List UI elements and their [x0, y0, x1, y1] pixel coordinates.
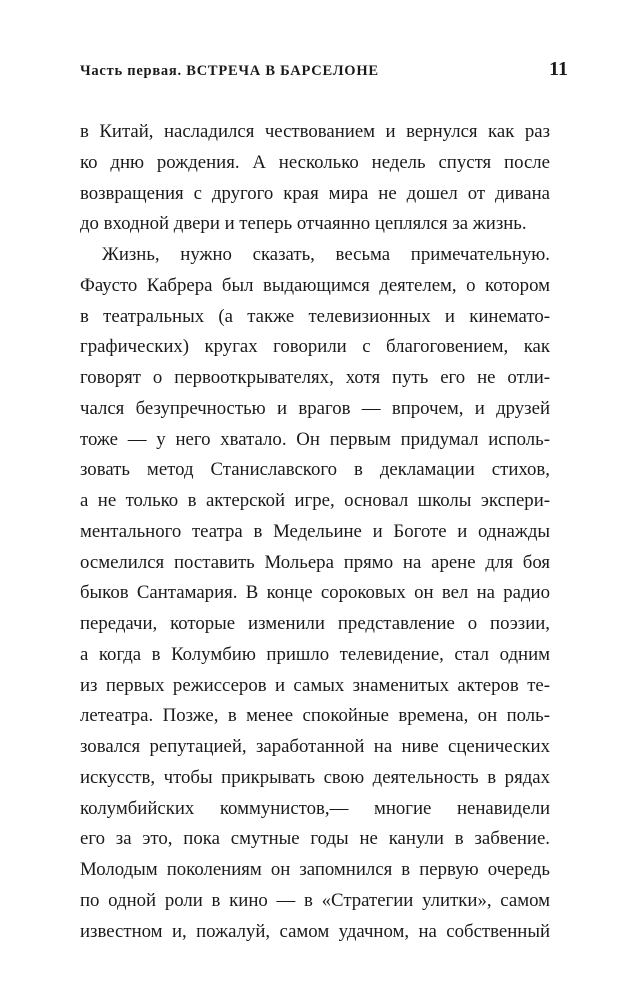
text-line: осмелился поставить Мольера прямо на арене для боя [80, 551, 550, 573]
text-line: быков Сантамария. В конце сороковых он вел на радио [80, 582, 550, 604]
text-line: а когда в Колумбию пришло телевидение, стал одним [80, 643, 550, 665]
text-line: зовался репутацией, заработанной на ниве сценических [80, 736, 550, 757]
text-line: в театральных (а также телевизионных и кинемато- [80, 305, 550, 327]
text-line: ментального театра в Медельине и Боготе и однажды [80, 520, 550, 542]
text-line: а не только в актерской игре, основал школы экспери- [80, 490, 550, 511]
text-line: ко дню рождения. А несколько недель спустя после [80, 151, 550, 173]
text-line: до входной двери и теперь отчаянно цеплялся за жизнь. [80, 213, 527, 235]
text-line: возвращения с другого края мира не дошел от дивана [80, 182, 550, 204]
text-line: графических) кругах говорили с благоговением, как [80, 336, 550, 358]
text-line: Молодым поколениям он запомнился в первую очередь [80, 859, 550, 880]
text-line: тоже — у него хватало. Он первым придумал исполь- [80, 428, 550, 450]
text-line: из первых режиссеров и самых знаменитых актеров те- [80, 674, 550, 696]
text-line: искусств, чтобы прикрывать свою деятельность в рядах [80, 766, 550, 788]
running-head-title: Часть первая. ВСТРЕЧА В БАРСЕЛОНЕ [80, 63, 379, 79]
text-line: в Китай, насладился чествованием и вернулся как раз [80, 121, 550, 142]
text-line: чался безупречностью и врагов — впрочем, и друзей [80, 397, 550, 419]
page-number: 11 [549, 58, 568, 80]
text-line: по одной роли в кино — в «Стратегии улитки», самом [80, 889, 550, 911]
text-line: передачи, которые изменили представление о поэзии, [80, 613, 550, 634]
running-header [80, 58, 568, 88]
text-line: колумбийских коммунистов,— многие ненавидели [80, 797, 550, 819]
body-text [80, 117, 550, 947]
text-line: зовать метод Станиславского в декламации стихов, [80, 459, 550, 481]
text-line: летеатра. Позже, в менее спокойные времена, он поль- [80, 705, 550, 727]
text-line: известном и, пожалуй, самом удачном, на собственный [80, 920, 550, 942]
text-line: Жизнь, нужно сказать, весьма примечательную. [102, 244, 550, 265]
text-line: Фаусто Кабрера был выдающимся деятелем, о котором [80, 274, 550, 296]
text-line: его за это, пока смутные годы не канули в забвение. [80, 828, 550, 850]
text-line: говорят о первооткрывателях, хотя путь его не отли- [80, 367, 550, 388]
